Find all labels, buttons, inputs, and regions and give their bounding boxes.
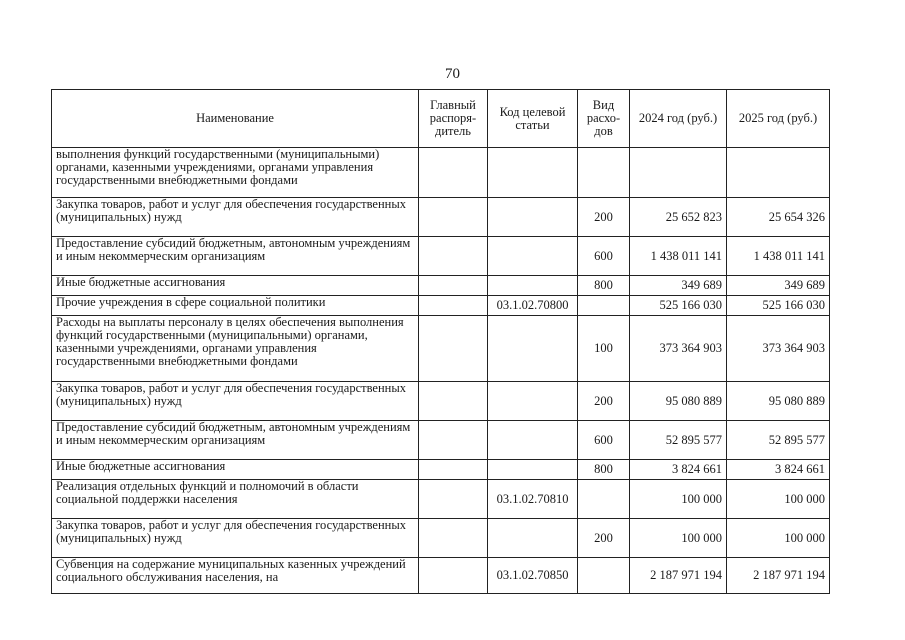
row-vid: 200: [578, 382, 630, 421]
row-code: 03.1.02.70800: [488, 296, 578, 316]
header-year-2024: 2024 год (руб.): [630, 90, 727, 148]
row-gr: [419, 148, 488, 198]
table-row: [52, 198, 830, 237]
row-vid: 800: [578, 460, 630, 480]
row-2024: 349 689: [630, 276, 727, 296]
row-gr: [419, 421, 488, 460]
table-row: [52, 382, 830, 421]
row-name: Предоставление субсидий бюджетным, автономным учреждениям и иным некоммерческим организациям: [52, 237, 419, 276]
row-code: 03.1.02.70810: [488, 480, 578, 519]
row-2025: 52 895 577: [727, 421, 830, 460]
row-2025: 95 080 889: [727, 382, 830, 421]
row-vid: 800: [578, 276, 630, 296]
row-gr: [419, 519, 488, 558]
table-row: [52, 460, 830, 480]
budget-table: [51, 89, 830, 594]
table-row: [52, 148, 830, 198]
row-code: [488, 519, 578, 558]
row-vid: [578, 480, 630, 519]
table-row: [52, 296, 830, 316]
header-expense-type: Вид расхо-дов: [578, 90, 630, 148]
row-gr: [419, 382, 488, 421]
row-2025: [727, 148, 830, 198]
row-vid: 200: [578, 198, 630, 237]
row-2024: 52 895 577: [630, 421, 727, 460]
row-name: Закупка товаров, работ и услуг для обеспечения государственных (муниципальных) нужд: [52, 519, 419, 558]
header-chief-manager: Главный распоря-дитель: [419, 90, 488, 148]
row-code: [488, 460, 578, 480]
row-2024: 1 438 011 141: [630, 237, 727, 276]
header-name: Наименование: [52, 90, 419, 148]
row-name: Прочие учреждения в сфере социальной политики: [52, 296, 419, 316]
row-2025: 3 824 661: [727, 460, 830, 480]
row-code: 03.1.02.70850: [488, 558, 578, 594]
row-vid: 600: [578, 421, 630, 460]
row-vid: 100: [578, 316, 630, 382]
row-gr: [419, 480, 488, 519]
row-2025: 100 000: [727, 519, 830, 558]
table-row: [52, 558, 830, 594]
row-gr: [419, 276, 488, 296]
row-2024: 2 187 971 194: [630, 558, 727, 594]
row-2025: 2 187 971 194: [727, 558, 830, 594]
row-code: [488, 276, 578, 296]
row-code: [488, 382, 578, 421]
row-name: Реализация отдельных функций и полномочий в области социальной поддержки населения: [52, 480, 419, 519]
row-2025: 525 166 030: [727, 296, 830, 316]
row-name: Иные бюджетные ассигнования: [52, 460, 419, 480]
row-vid: [578, 148, 630, 198]
row-2024: 95 080 889: [630, 382, 727, 421]
row-vid: [578, 296, 630, 316]
row-2025: 100 000: [727, 480, 830, 519]
header-year-2025: 2025 год (руб.): [727, 90, 830, 148]
header-target-code: Код целевой статьи: [488, 90, 578, 148]
row-name: Иные бюджетные ассигнования: [52, 276, 419, 296]
table-row: [52, 316, 830, 382]
row-2025: 349 689: [727, 276, 830, 296]
row-2025: 25 654 326: [727, 198, 830, 237]
row-gr: [419, 198, 488, 237]
table-header-row: [52, 90, 830, 148]
row-code: [488, 148, 578, 198]
row-2024: 373 364 903: [630, 316, 727, 382]
row-2024: 100 000: [630, 519, 727, 558]
table-row: [52, 480, 830, 519]
row-name: выполнения функций государственными (муниципальными) органами, казенными учреждениями, органами управления государственными внебюджетными фондами: [52, 148, 419, 198]
table-row: [52, 421, 830, 460]
row-name: Субвенция на содержание муниципальных казенных учреждений социального обслуживания населения, на: [52, 558, 419, 594]
row-gr: [419, 558, 488, 594]
row-name: Расходы на выплаты персоналу в целях обеспечения выполнения функций государственными (муниципальными) органами, казенными учреждениями, органами управления государственными внебюджетными фондами: [52, 316, 419, 382]
table-row: [52, 276, 830, 296]
row-2025: 373 364 903: [727, 316, 830, 382]
row-vid: [578, 558, 630, 594]
row-vid: 200: [578, 519, 630, 558]
row-2024: 25 652 823: [630, 198, 727, 237]
row-name: Предоставление субсидий бюджетным, автономным учреждениям и иным некоммерческим организациям: [52, 421, 419, 460]
row-name: Закупка товаров, работ и услуг для обеспечения государственных (муниципальных) нужд: [52, 198, 419, 237]
row-gr: [419, 460, 488, 480]
row-2025: 1 438 011 141: [727, 237, 830, 276]
row-vid: 600: [578, 237, 630, 276]
row-code: [488, 237, 578, 276]
row-2024: 100 000: [630, 480, 727, 519]
row-2024: 3 824 661: [630, 460, 727, 480]
page-number: 70: [445, 66, 460, 82]
row-gr: [419, 237, 488, 276]
row-code: [488, 316, 578, 382]
row-2024: 525 166 030: [630, 296, 727, 316]
table-row: [52, 237, 830, 276]
row-gr: [419, 316, 488, 382]
row-gr: [419, 296, 488, 316]
row-code: [488, 198, 578, 237]
row-code: [488, 421, 578, 460]
table-row: [52, 519, 830, 558]
row-2024: [630, 148, 727, 198]
row-name: Закупка товаров, работ и услуг для обеспечения государственных (муниципальных) нужд: [52, 382, 419, 421]
